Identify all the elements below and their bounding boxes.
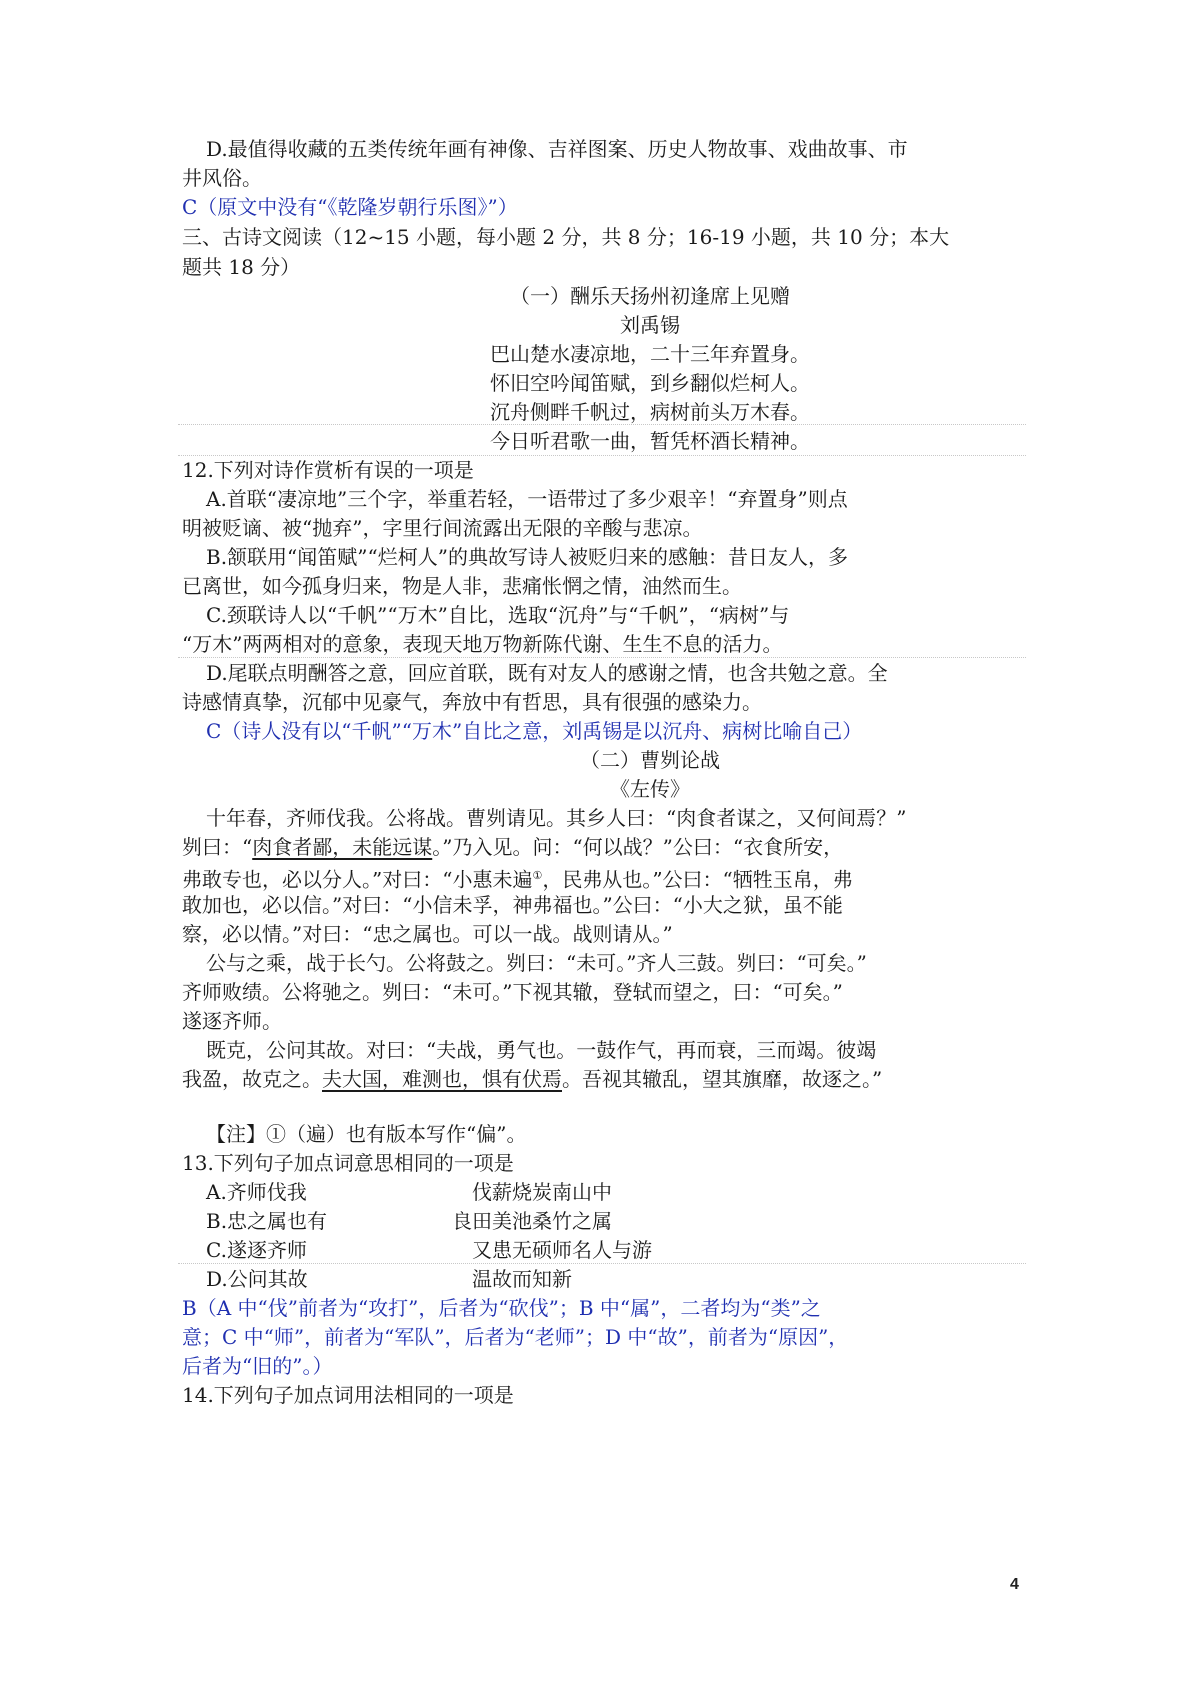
footnote-marker: ① [532, 869, 543, 882]
text-span: 我盈，故克之。 [182, 1067, 322, 1091]
poem-line-1: 巴山楚水凄凉地，二十三年弃置身。 [490, 342, 810, 366]
text-span: 。吾视其辙乱，望其旗靡，故逐之。” [562, 1067, 883, 1091]
prose-p1-line1: 十年春，齐师伐我。公将战。曹刿请见。其乡人曰：“肉食者谋之，又何间焉？” [206, 806, 907, 830]
poem-line-3: 沉舟侧畔千帆过，病树前头万木春。 [490, 400, 810, 424]
prose-p1-line5: 察，必以情。”对曰：“忠之属也。可以一战。战则请从。” [182, 922, 673, 946]
prose-p3-line2 [0, 1064, 1200, 1094]
q12-option-c-line1: C.颈联诗人以“千帆”“万木”自比，选取“沉舟”与“千帆”，“病树”与 [206, 603, 790, 627]
prose-p2-line2: 齐师败绩。公将驰之。刿曰：“未可。”下视其辙，登轼而望之，曰：“可矣。” [182, 980, 843, 1004]
poem-author: 刘禹锡 [620, 313, 680, 337]
q13-option-b [0, 1206, 1200, 1236]
text-span: ，民弗从也。”公曰：“牺牲玉帛，弗 [542, 867, 853, 892]
prose-title: （二）曹刿论战 [580, 748, 720, 772]
q12-stem: 12.下列对诗作赏析有误的一项是 [182, 458, 474, 482]
q12-option-d-line2: 诗感情真挚，沉郁中见豪气，奔放中有哲思，具有很强的感染力。 [182, 690, 762, 714]
q12-option-c-line2: “万木”两两相对的意象，表现天地万物新陈代谢、生生不息的活力。 [182, 632, 783, 656]
q12-option-a-line1: A.首联“凄凉地”三个字，举重若轻，一语带过了多少艰辛！“弃置身”则点 [206, 487, 848, 511]
q14-stem: 14.下列句子加点词用法相同的一项是 [182, 1383, 514, 1407]
prose-p2-line1: 公与之乘，战于长勺。公将鼓之。刿曰：“未可。”齐人三鼓。刿曰：“可矣。” [206, 951, 867, 975]
q13-stem: 13.下列句子加点词意思相同的一项是 [182, 1151, 514, 1175]
q11-answer: C（原文中没有“《乾隆岁朝行乐图》”） [182, 195, 518, 219]
text-span: 。”乃入见。问：“何以战？”公曰：“衣食所安， [432, 835, 844, 859]
q13-answer-line3: 后者为“旧的”。） [182, 1354, 333, 1378]
poem-title: （一）酬乐天扬州初逢席上见赠 [510, 284, 790, 308]
q12-option-d-line1: D.尾联点明酬答之意，回应首联，既有对友人的感谢之情，也含共勉之意。全 [206, 661, 888, 685]
section3-heading-line1: 三、古诗文阅读（12~15 小题，每小题 2 分，共 8 分；16-19 小题，共 10 分；本大 [182, 225, 950, 249]
q12-option-b-line1: B.颔联用“闻笛赋”“烂柯人”的典故写诗人被贬归来的感触：昔日友人，多 [206, 545, 848, 569]
option-right: 温故而知新 [472, 1267, 572, 1291]
poem-line-4: 今日听君歌一曲，暂凭杯酒长精神。 [490, 429, 810, 453]
prose-p1-line2 [0, 832, 1200, 862]
text-span: 弗敢专也，必以分人。”对曰：“小惠未遍 [182, 867, 533, 892]
q12-answer: C（诗人没有以“千帆”“万木”自比之意，刘禹锡是以沉舟、病树比喻自己） [206, 719, 863, 743]
q13-answer-line1: B（A 中“伐”前者为“攻打”，后者为“砍伐”；B 中“属”，二者均为“类”之 [182, 1296, 821, 1320]
page-number: 4 [1010, 1576, 1019, 1593]
q11-option-d-line2: 井风俗。 [182, 166, 262, 190]
q13-answer-line2: 意；C 中“师”，前者为“军队”，后者为“老师”；D 中“故”，前者为“原因”， [182, 1325, 849, 1349]
q11-option-d-line1: D.最值得收藏的五类传统年画有神像、吉祥图案、历史人物故事、戏曲故事、市 [206, 137, 908, 161]
q13-option-a [0, 1177, 1200, 1207]
prose-p1-line3 [0, 861, 1200, 891]
prose-p3-line1: 既克，公问其故。对曰：“夫战，勇气也。一鼓作气，再而衰，三而竭。彼竭 [206, 1038, 877, 1062]
q13-option-d [0, 1264, 1200, 1294]
divider [178, 424, 1026, 425]
poem-line-2: 怀旧空吟闻笛赋，到乡翻似烂柯人。 [490, 371, 810, 395]
option-left: C.遂逐齐师 [206, 1238, 307, 1262]
option-left: D.公问其故 [206, 1267, 308, 1291]
q13-option-c [0, 1235, 1200, 1265]
q12-option-b-line2: 已离世，如今孤身归来，物是人非，悲痛怅惘之情，油然而生。 [182, 574, 742, 598]
prose-p2-line3: 遂逐齐师。 [182, 1009, 282, 1033]
option-right: 良田美池桑竹之属 [452, 1209, 612, 1233]
option-right: 又患无硕师名人与游 [472, 1238, 652, 1262]
underlined-phrase: 肉食者鄙，未能远谋 [252, 835, 433, 859]
underlined-phrase: 夫大国，难测也，惧有伏焉 [322, 1067, 562, 1091]
text-span: 刿曰：“ [182, 835, 253, 859]
option-left: B.忠之属也有 [206, 1209, 328, 1233]
footnote: 【注】①（遍）也有版本写作“偏”。 [206, 1122, 527, 1146]
prose-source: 《左传》 [610, 777, 690, 801]
option-right: 伐薪烧炭南山中 [472, 1180, 612, 1204]
prose-p1-line4: 敢加也，必以信。”对曰：“小信未孚，神弗福也。”公曰：“小大之狱，虽不能 [182, 893, 843, 917]
section3-heading-line2: 题共 18 分） [182, 255, 301, 279]
q12-option-a-line2: 明被贬谪、被“抛弃”，字里行间流露出无限的辛酸与悲凉。 [182, 516, 703, 540]
option-left: A.齐师伐我 [206, 1180, 307, 1204]
